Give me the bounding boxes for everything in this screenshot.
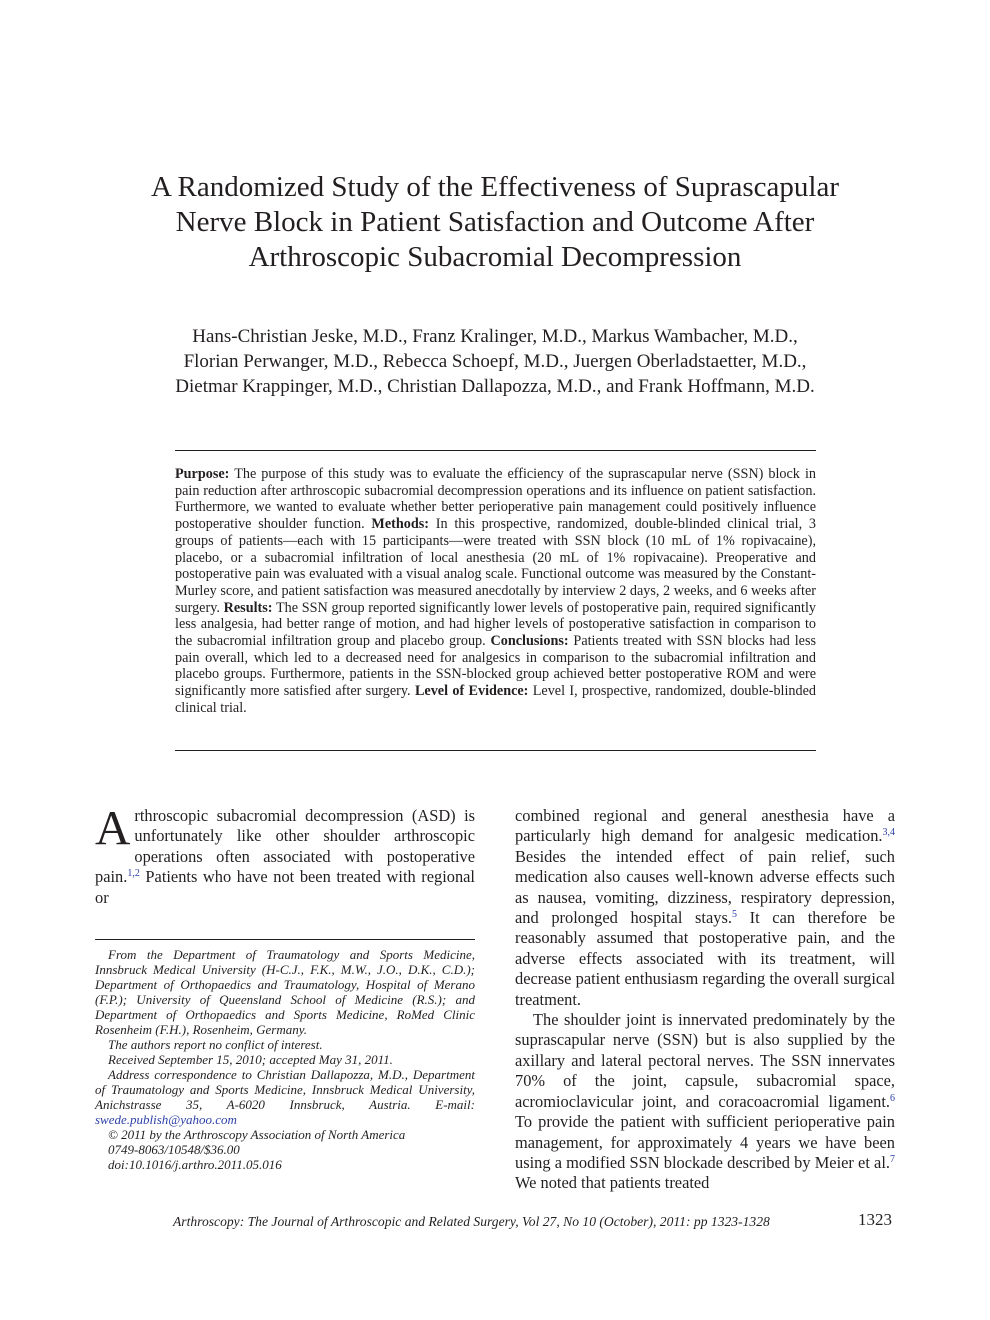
author-line: Dietmar Krappinger, M.D., Christian Dallapozza, M.D., and Frank Hoffmann, M.D.	[175, 376, 815, 397]
intro-text-cont: Patients who have not been treated with regional or	[95, 867, 475, 907]
abstract-conclusions-label: Conclusions:	[490, 633, 569, 650]
author-line: Hans-Christian Jeske, M.D., Franz Kralinger, M.D., Markus Wambacher, M.D.,	[192, 326, 798, 347]
abstract-evidence-text: Level I, prospective, randomized, double-blinded clinical trial.	[175, 683, 817, 716]
footnote-rule	[95, 939, 475, 940]
body-text: combined regional and general anesthesia have a particularly high demand for analgesic medication.	[515, 806, 895, 846]
abstract	[175, 466, 816, 717]
body-column-right	[515, 806, 895, 1194]
abstract-results-label: Results:	[223, 599, 273, 616]
page-number: 1323	[858, 1210, 892, 1229]
author-list	[95, 324, 895, 399]
reference-link[interactable]: 6	[890, 1092, 895, 1104]
received-note: Received September 15, 2010; accepted May 31, 2011.	[108, 1052, 393, 1067]
correspondence-text: Address correspondence to Christian Dallapozza, M.D., Department of Traumatology and Sports Medicine, Innsbruck Medical University, Anichstrasse 35, A-6020 Innsbruck, Austria. E-mail:	[95, 1067, 475, 1112]
abstract-purpose-label: Purpose:	[175, 466, 230, 482]
abstract-evidence-label: Level of Evidence:	[414, 683, 529, 700]
title-line: Arthroscopic Subacromial Decompression	[248, 241, 742, 273]
abstract-top-rule	[175, 450, 816, 451]
abstract-purpose-text: The purpose of this study was to evaluate the efficiency of the suprascapular nerve (SSN) block in pain reduction after arthroscopic subacromial decompression operations and its influence on patient satisfaction. Furthermore, we wanted to evaluate whether better perioperative pain management could positively influence postoperative shoulder function.	[175, 466, 816, 533]
author-line: Florian Perwanger, M.D., Rebecca Schoepf, M.D., Juergen Oberladstaetter, M.D.,	[183, 351, 807, 372]
copyright-note: © 2011 by the Arthroscopy Association of North America	[108, 1127, 406, 1142]
correspondence-note	[95, 1067, 475, 1127]
body-text: The shoulder joint is innervated predominately by the suprascapular nerve (SSN) but is also supplied by the axillary and lateral pectoral nerves. The SSN innervates 70% of the joint, capsule, subacromial space, acromioclavicular joint, and coracoacromial ligament.	[515, 1010, 895, 1111]
intro-paragraph	[95, 800, 475, 908]
title-line: Nerve Block in Patient Satisfaction and Outcome After	[175, 206, 815, 238]
body-text: To provide the patient with sufficient perioperative pain management, for approximately 4 years we have been using a modified SSN blockade described by Meier et al.	[515, 1112, 895, 1172]
intro-text: rthroscopic subacromial decompression (ASD) is unfortunately like other shoulder arthroscopic operations often associated with postoperative pain.	[95, 806, 475, 887]
body-text: Besides the intended effect of pain relief, such medication also causes well-known adverse effects such as nausea, vomiting, dizziness, respiratory depression, and prolonged hospital stays.	[515, 846, 895, 928]
reference-link[interactable]: 5	[731, 909, 737, 921]
affiliation-note: From the Department of Traumatology and Sports Medicine, Innsbruck Medical University (H-C.J., F.K., M.W., J.O., D.K., C.D.); Department of Orthopaedics and Traumatology, Hospital of Merano (F.P.); University of Queensland School of Medicine (R.S.); and Department of Orthopaedics and Sports Medicine, RoMed Clinic Rosenheim (F.H.), Rosenheim, Germany.	[95, 947, 475, 1037]
reference-link[interactable]: 3,4	[882, 827, 895, 839]
article-footnotes	[95, 947, 475, 1172]
conflict-note: The authors report no conflict of interest.	[108, 1037, 323, 1052]
email-link[interactable]: swede.publish@yahoo.com	[95, 1112, 237, 1127]
journal-citation: Arthroscopy: The Journal of Arthroscopic and Related Surgery, Vol 27, No 10 (October), 2011: pp 1323-1328	[173, 1214, 770, 1229]
issn-note: 0749-8063/10548/$36.00	[108, 1142, 240, 1157]
body-text: We noted that patients treated	[515, 1173, 710, 1193]
title-line: A Randomized Study of the Effectiveness of Suprascapular	[150, 171, 840, 203]
body-column-left	[95, 800, 475, 908]
abstract-conclusions-text: Patients treated with SSN blocks had less pain overall, which led to a decreased need for analgesics in comparison to the subacromial infiltration and placebo groups. Furthermore, patients in the SSN-blocked group achieved better postoperative ROM and were significantly more satisfied after surgery.	[175, 633, 816, 700]
body-paragraph	[515, 1010, 895, 1194]
doi-note: doi:10.1016/j.arthro.2011.05.016	[108, 1157, 282, 1172]
drop-cap: A	[95, 800, 131, 855]
reference-link[interactable]: 7	[890, 1153, 895, 1165]
abstract-methods-text: In this prospective, randomized, double-blinded clinical trial, 3 groups of patients—each with 15 participants—were treated with SSN block (10 mL of 1% ropivacaine), placebo, or a subacromial infiltration of local anesthesia (20 mL of 1% ropivacaine). Preoperative and postoperative pain was evaluated with a visual analog scale. Functional outcome was measured by the Constant-Murley score, and patient satisfaction was measured anecdotally by interview 2 days, 2 weeks, and 6 weeks after surgery.	[175, 516, 816, 616]
abstract-methods-label: Methods:	[371, 516, 429, 533]
body-text: It can therefore be reasonably assumed that postoperative pain, and the adverse effects associated with its treatment, will decrease patient enthusiasm regarding the overall surgical treatment.	[515, 908, 896, 1009]
article-title	[95, 170, 895, 275]
abstract-bottom-rule	[175, 750, 816, 751]
abstract-results-text: The SSN group reported significantly lower levels of postoperative pain, required significantly less analgesia, had better range of motion, and had higher levels of postoperative satisfaction in comparison to the subacromial infiltration group and placebo group.	[175, 599, 816, 650]
body-paragraph	[515, 806, 895, 1010]
reference-link[interactable]: 1,2	[127, 868, 140, 880]
